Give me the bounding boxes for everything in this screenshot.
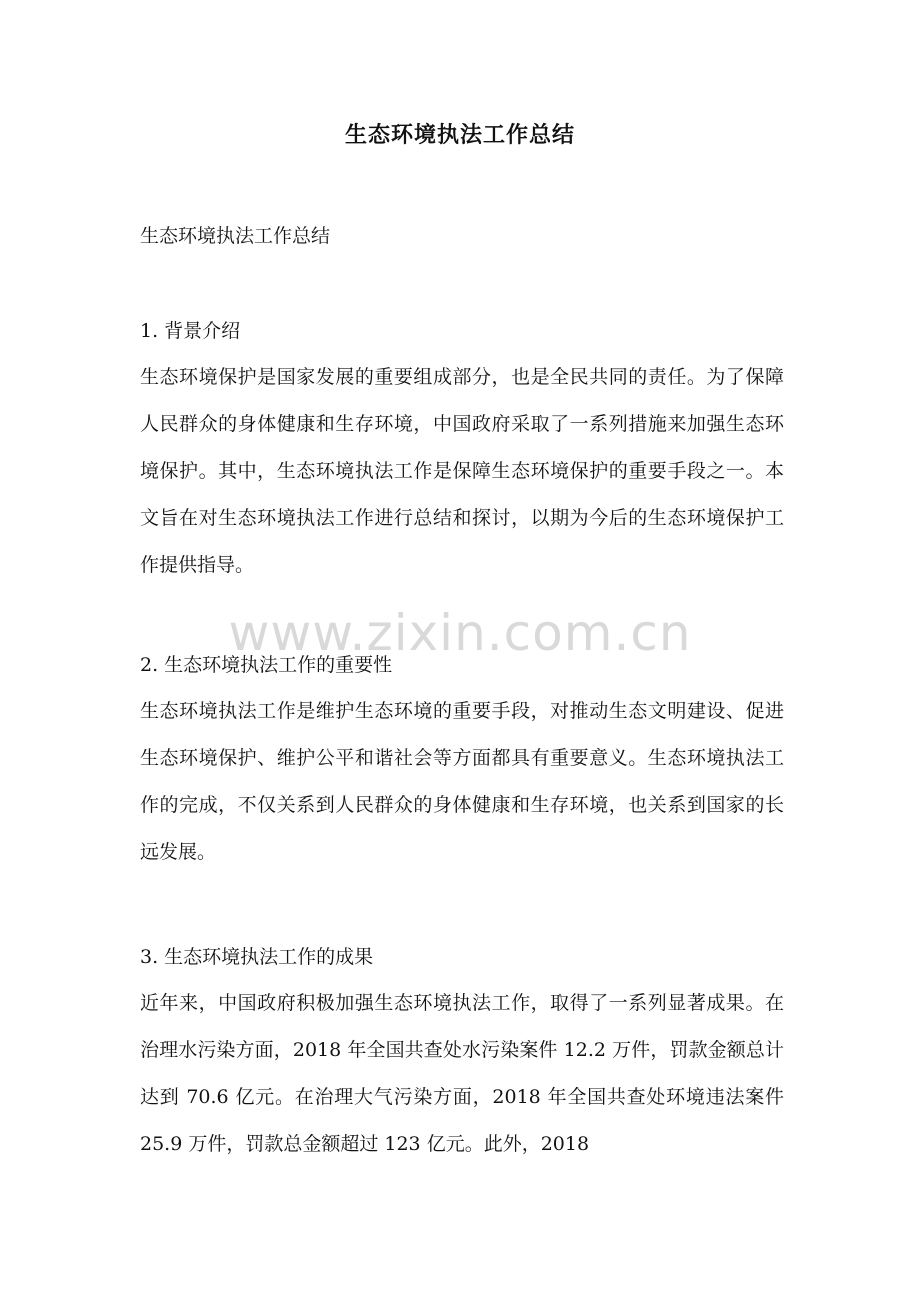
watermark: www.zixin.com.cn <box>228 604 692 662</box>
section-body: 近年来，中国政府积极加强生态环境执法工作，取得了一系列显著成果。在治理水污染方面，2018 年全国共查处水污染案件 12.2 万件，罚款金额总计达到 70.6 亿元。在治理大气污染方面，2018 年全国共查处环境违法案件 25.9 万件，罚款总金额超过 123 亿元。此外，2018 <box>140 992 784 1155</box>
document-title: 生态环境执法工作总结 <box>344 123 575 148</box>
section-body: 生态环境保护是国家发展的重要组成部分，也是全民共同的责任。为了保障人民群众的身体健康和生存环境，中国政府采取了一系列措施来加强生态环境保护。其中，生态环境执法工作是保障生态环境保护的重要手段之一。本文旨在对生态环境执法工作进行总结和探讨，以期为今后的生态环境保护工作提供指导。 <box>140 366 784 576</box>
section-heading: 1. 背景介绍 <box>140 320 241 342</box>
document-subtitle: 生态环境执法工作总结 <box>140 225 331 247</box>
section-body: 生态环境执法工作是维护生态环境的重要手段，对推动生态文明建设、促进生态环境保护、维护公平和谐社会等方面都具有重要意义。生态环境执法工作的完成，不仅关系到人民群众的身体健康和生存环境，也关系到国家的长远发展。 <box>140 700 784 863</box>
section-heading: 2. 生态环境执法工作的重要性 <box>140 654 393 676</box>
section-heading: 3. 生态环境执法工作的成果 <box>140 946 374 968</box>
